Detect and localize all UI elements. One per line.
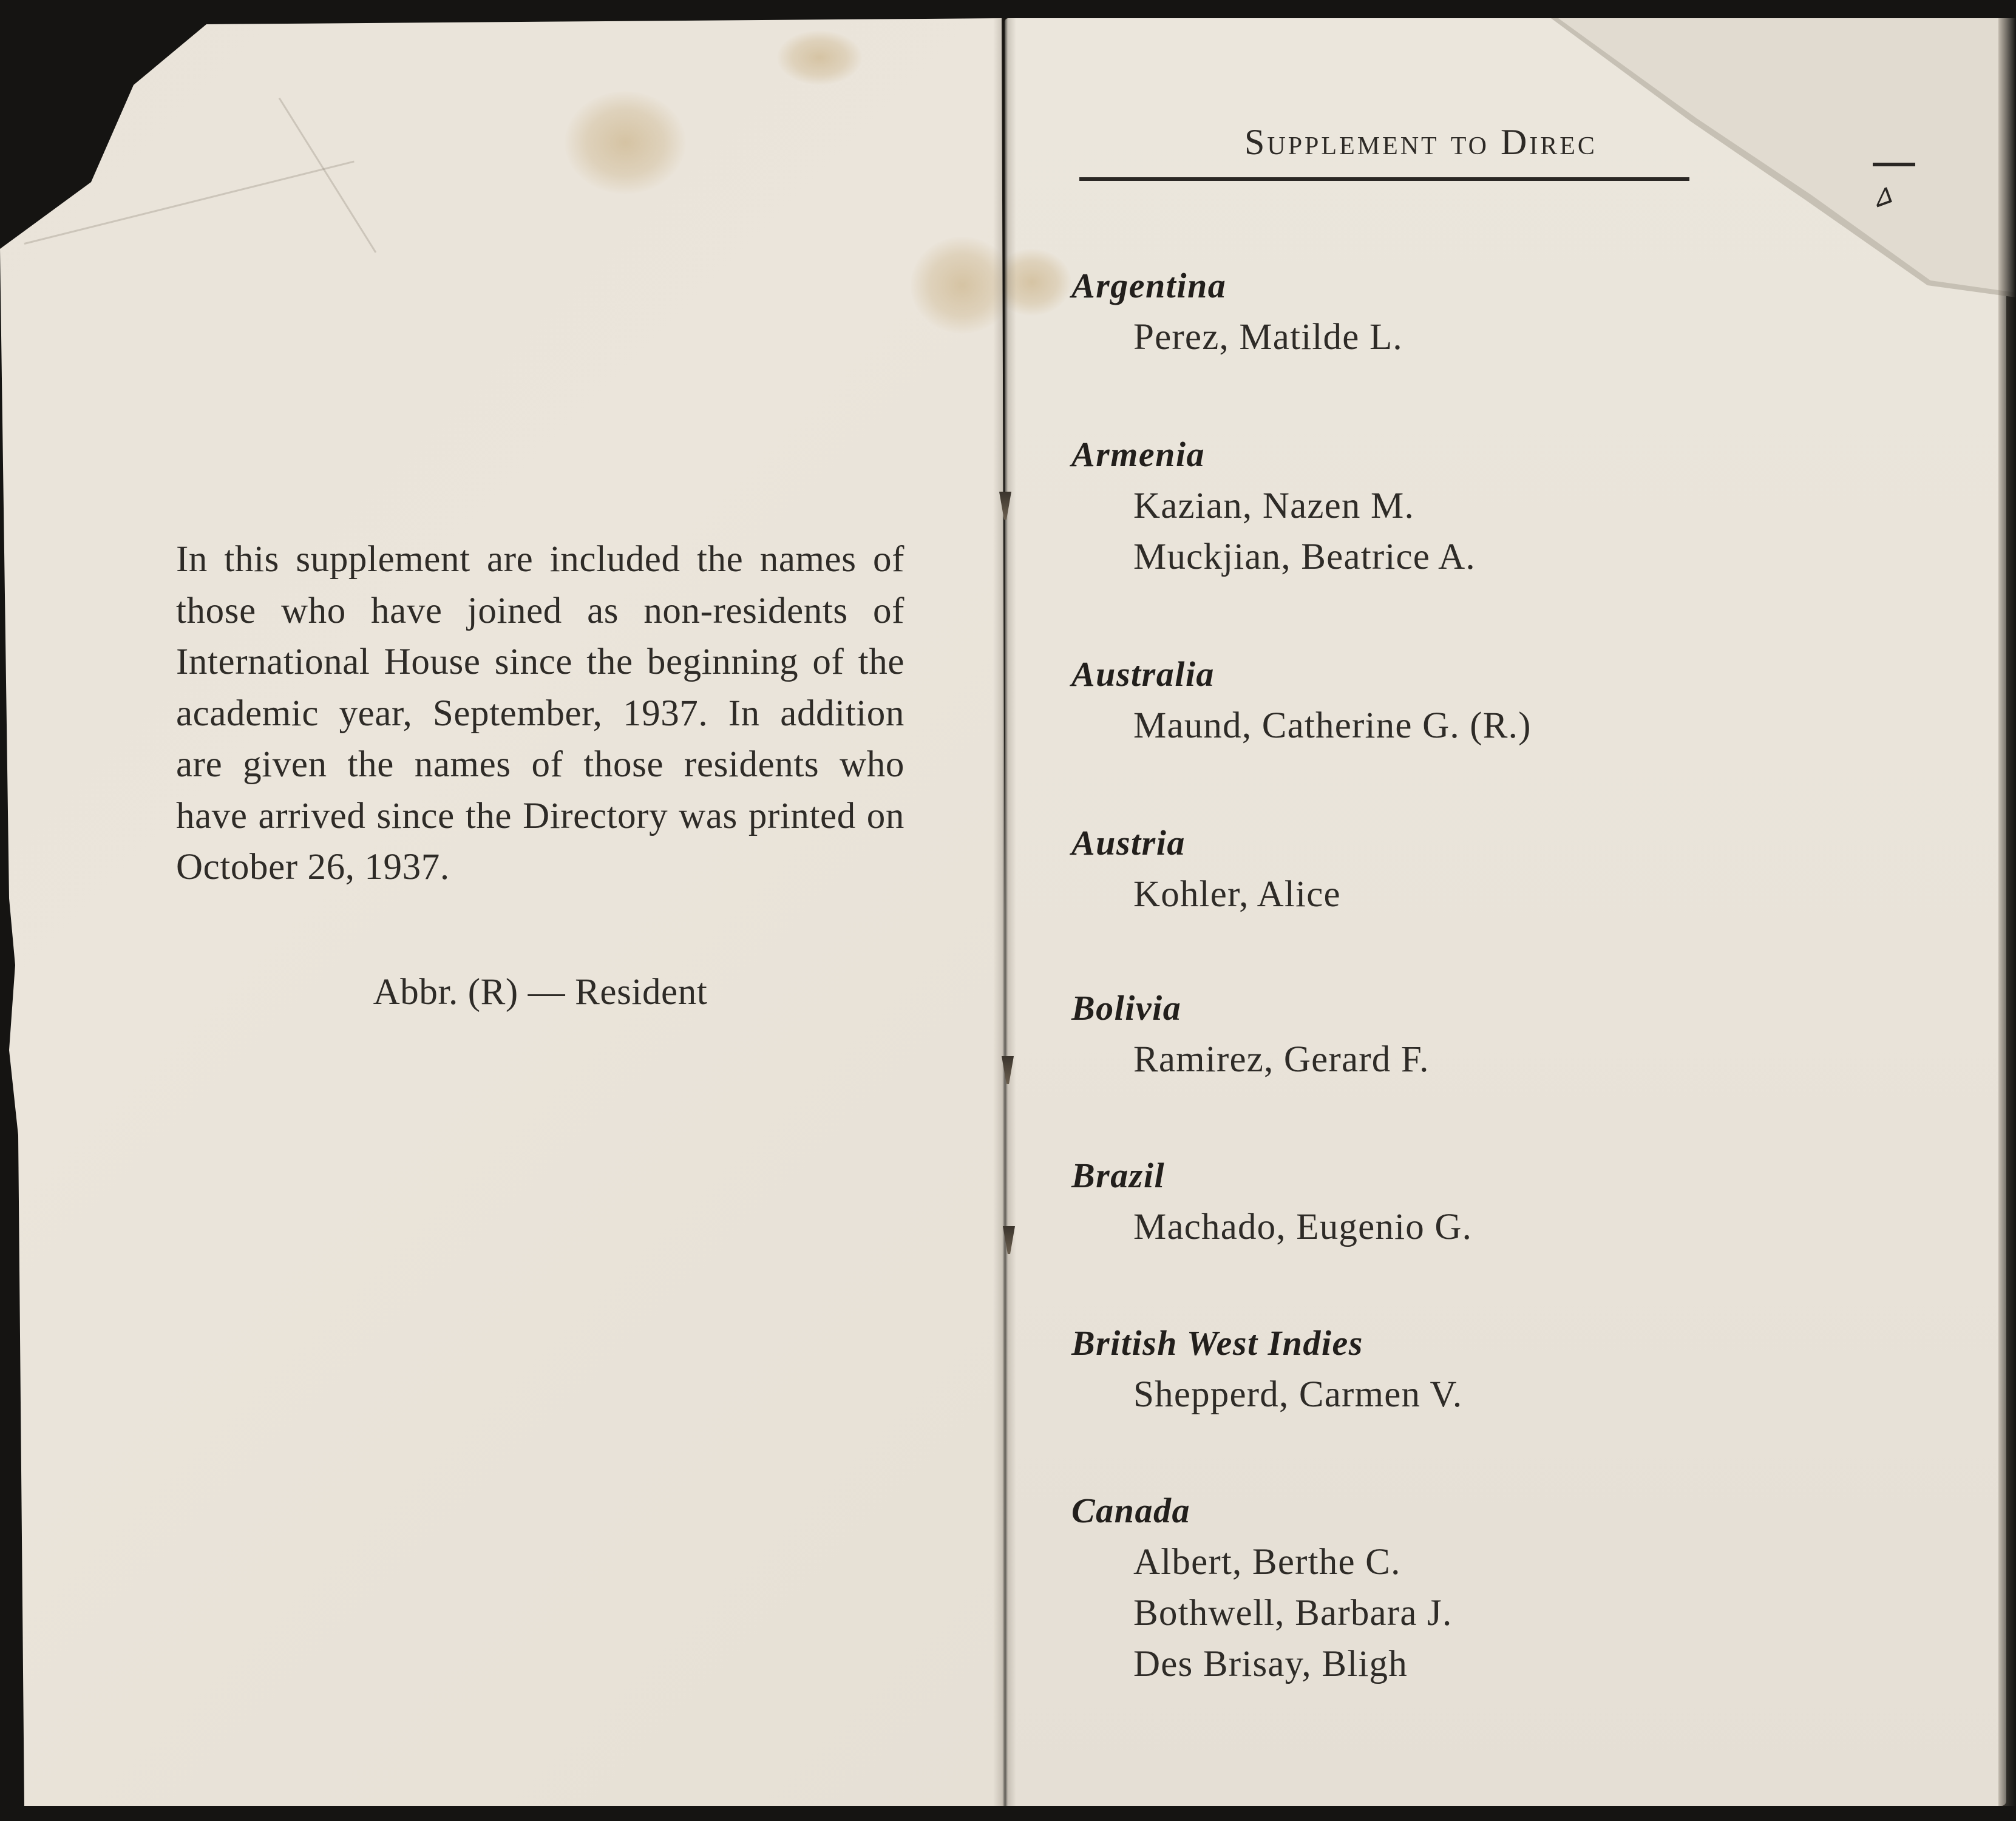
member-name: Kazian, Nazen M. <box>1133 486 1414 526</box>
member-name: Ramirez, Gerard F. <box>1133 1039 1430 1080</box>
member-name: Perez, Matilde L. <box>1133 317 1403 358</box>
country-section <box>1071 1317 1921 1420</box>
margin-mark: ⊿ <box>1864 176 1898 215</box>
abbreviation-note: Abbr. (R) — Resident <box>373 972 708 1012</box>
member-name: Muckjian, Beatrice A. <box>1133 537 1476 577</box>
member-name: Shepperd, Carmen V. <box>1133 1374 1463 1415</box>
paper-crease <box>24 161 355 245</box>
header-rule <box>1079 177 1689 181</box>
country-section <box>1071 648 1921 751</box>
member-name: Des Brisay, Bligh <box>1133 1644 1408 1684</box>
member-name: Kohler, Alice <box>1133 874 1341 915</box>
directory-list <box>1071 260 1921 1690</box>
header-rule-fragment <box>1873 163 1915 166</box>
country-heading: Armenia <box>1071 435 1205 474</box>
member-name: Albert, Berthe C. <box>1133 1542 1401 1582</box>
member-name: Maund, Catherine G. (R.) <box>1133 705 1532 746</box>
country-section <box>1071 982 1921 1085</box>
country-heading: Brazil <box>1071 1156 1166 1195</box>
country-heading: Australia <box>1071 654 1215 694</box>
book-gutter <box>993 18 1016 1806</box>
page-edge-shadow <box>1998 18 2016 1806</box>
country-section <box>1071 260 1921 363</box>
member-name: Machado, Eugenio G. <box>1133 1207 1473 1247</box>
country-heading: Canada <box>1071 1491 1190 1530</box>
left-page <box>0 18 1008 1806</box>
member-name: Bothwell, Barbara J. <box>1133 1593 1453 1633</box>
country-section <box>1071 1150 1921 1253</box>
country-section <box>1071 817 1921 920</box>
country-section <box>1071 1485 1921 1690</box>
country-heading: Bolivia <box>1071 988 1182 1028</box>
country-heading: Argentina <box>1071 266 1227 305</box>
country-section <box>1071 429 1921 583</box>
country-heading: Austria <box>1071 823 1186 863</box>
water-stain <box>565 91 686 194</box>
water-stain <box>777 30 862 85</box>
country-heading: British West Indies <box>1071 1323 1363 1363</box>
intro-paragraph: In this supplement are included the names of those who have joined as non-residents of International House since the beginning of the academic year, September, 1937. In addition are given the names of those residents who have arrived since the Directory was printed on October 26, 1937. <box>176 539 904 887</box>
running-head: Supplement to Direc <box>1244 122 1597 162</box>
